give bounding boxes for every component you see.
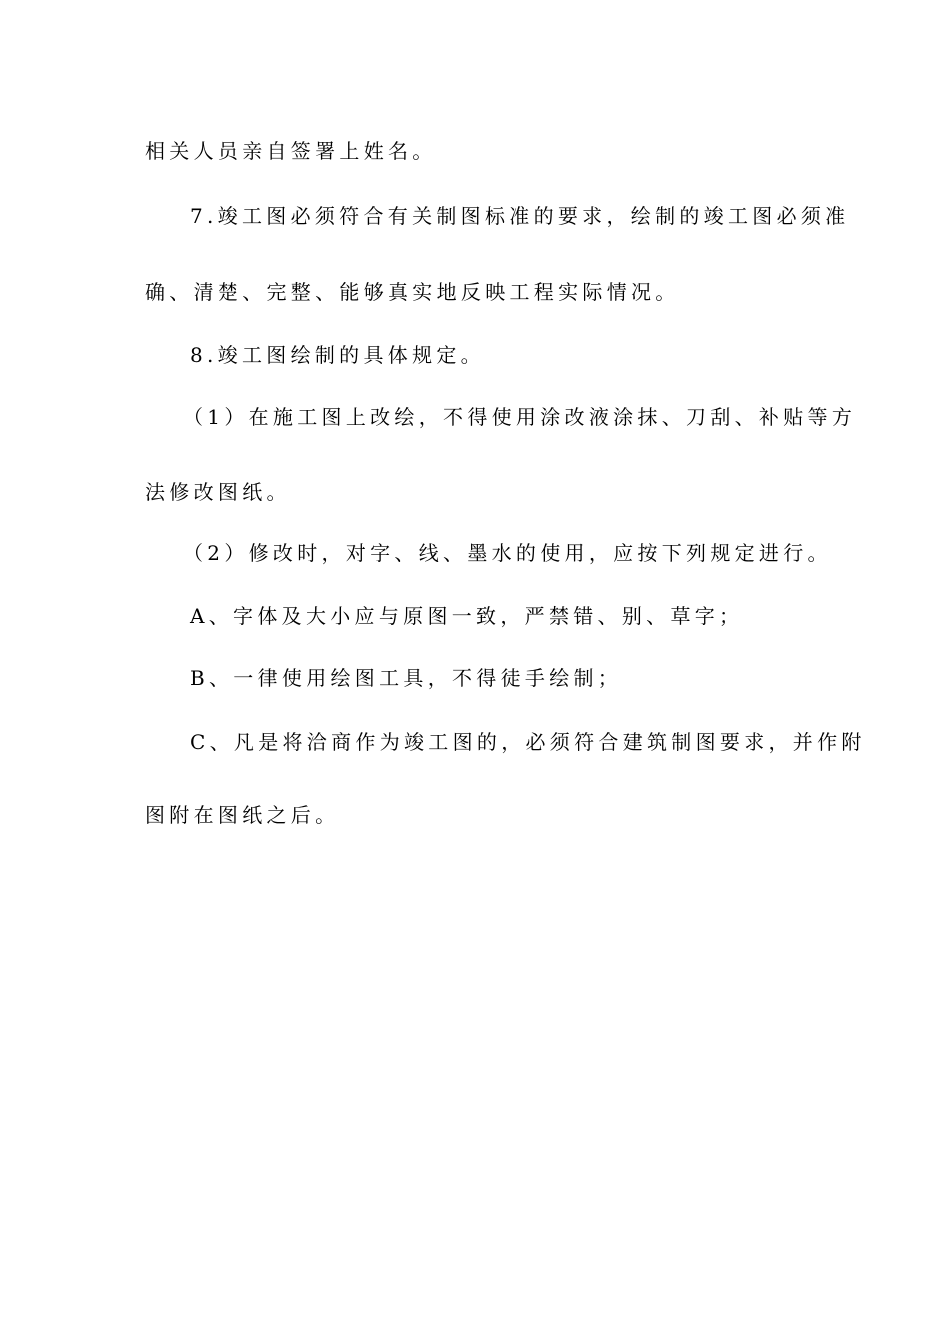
text-line: （2）修改时，对字、线、墨水的使用，应按下列规定进行。: [183, 541, 832, 565]
text-line: 相关人员亲自签署上姓名。: [145, 139, 437, 163]
text-line: 确、清楚、完整、能够真实地反映工程实际情况。: [145, 280, 680, 304]
text-line: B、一律使用绘图工具，不得徒手绘制；: [190, 666, 623, 690]
text-line: （1）在施工图上改绘，不得使用涂改液涂抹、刀刮、补贴等方: [183, 405, 857, 429]
text-line: C、凡是将洽商作为竣工图的，必须符合建筑制图要求，并作附: [190, 730, 866, 754]
text-line: 法修改图纸。: [145, 480, 291, 504]
text-line: A、字体及大小应与原图一致，严禁错、别、草字；: [190, 604, 744, 628]
text-line: 7.竣工图必须符合有关制图标准的要求，绘制的竣工图必须准: [190, 204, 850, 228]
text-line: 图附在图纸之后。: [145, 803, 340, 827]
text-line: 8.竣工图绘制的具体规定。: [190, 343, 485, 367]
